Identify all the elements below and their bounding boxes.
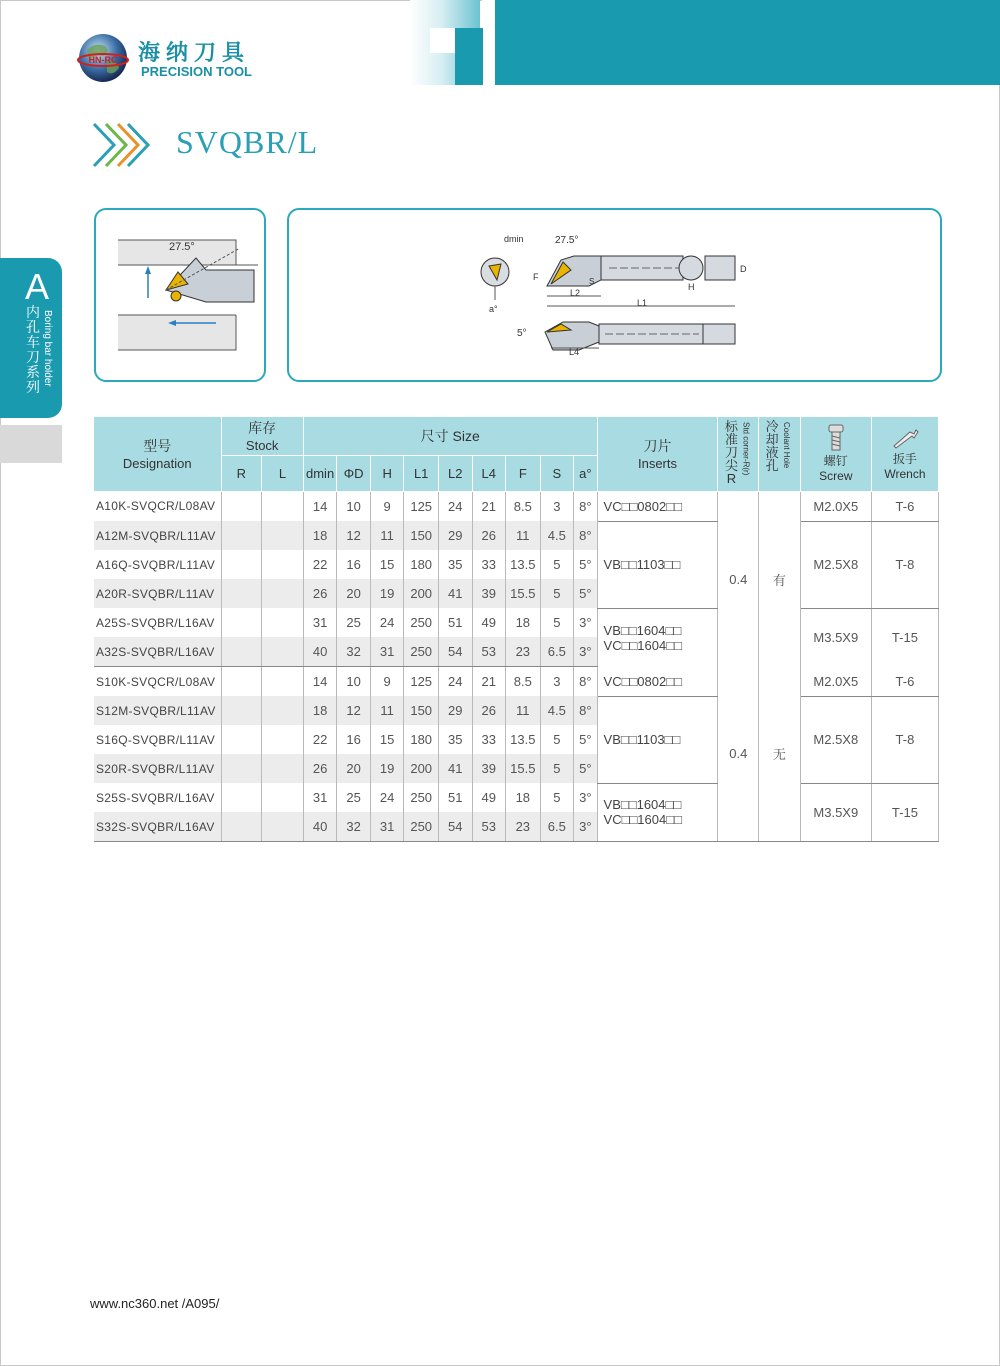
table-cell: 24 bbox=[438, 491, 472, 521]
table-cell: 26 bbox=[472, 696, 506, 725]
wrench-cell: T-15 bbox=[871, 783, 938, 842]
coolant-cell: 有 bbox=[759, 491, 801, 667]
table-cell: 12 bbox=[337, 521, 371, 550]
table-cell: 8° bbox=[574, 667, 597, 697]
chevron-arrows-icon bbox=[92, 122, 154, 168]
table-cell: 21 bbox=[472, 491, 506, 521]
corner-radius-header: 标准刀尖R Std corner-R(r) bbox=[718, 417, 759, 491]
table-cell: 31 bbox=[303, 783, 337, 812]
wrench-icon bbox=[890, 426, 920, 450]
table-cell: 6.5 bbox=[540, 812, 574, 842]
table-cell: A16Q-SVQBR/L11AV bbox=[94, 550, 221, 579]
table-cell bbox=[262, 491, 304, 521]
globe-logo-text: HN-RC bbox=[88, 55, 118, 65]
table-cell: 5 bbox=[540, 783, 574, 812]
h-label: H bbox=[688, 282, 695, 292]
table-cell bbox=[262, 725, 304, 754]
table-cell bbox=[221, 579, 262, 608]
table-cell: 11 bbox=[506, 521, 541, 550]
table-cell: 250 bbox=[404, 812, 439, 842]
wrench-cell: T-8 bbox=[871, 521, 938, 608]
table-cell: 150 bbox=[404, 696, 439, 725]
screw-cell: M2.5X8 bbox=[800, 521, 871, 608]
screw-header: 螺钉 Screw bbox=[800, 417, 871, 491]
application-diagram-panel bbox=[94, 208, 266, 382]
table-cell bbox=[221, 521, 262, 550]
corner-radius-cell: 0.4 bbox=[718, 667, 759, 842]
table-cell: 18 bbox=[506, 783, 541, 812]
table-cell: 5 bbox=[540, 725, 574, 754]
screw-icon bbox=[828, 424, 844, 452]
table-cell: 11 bbox=[370, 521, 404, 550]
table-cell: 13.5 bbox=[506, 725, 541, 754]
table-cell: 8.5 bbox=[506, 491, 541, 521]
table-cell: 41 bbox=[438, 754, 472, 783]
table-cell: 23 bbox=[506, 812, 541, 842]
table-cell: 31 bbox=[303, 608, 337, 637]
insert-cell: VC□□0802□□ bbox=[597, 491, 718, 521]
table-cell: 8.5 bbox=[506, 667, 541, 697]
insert-cell: VC□□0802□□ bbox=[597, 667, 718, 697]
table-cell: 8° bbox=[574, 696, 597, 725]
alpha-label: a° bbox=[489, 304, 498, 314]
table-cell: 15.5 bbox=[506, 754, 541, 783]
col-f: F bbox=[506, 455, 541, 491]
table-cell: 26 bbox=[303, 754, 337, 783]
col-l2: L2 bbox=[438, 455, 472, 491]
table-cell: 51 bbox=[438, 783, 472, 812]
screw-cell: M3.5X9 bbox=[800, 783, 871, 842]
table-cell: 31 bbox=[370, 637, 404, 667]
header-bar bbox=[495, 0, 1000, 85]
angle-label: 27.5° bbox=[555, 235, 579, 246]
table-cell: 33 bbox=[472, 725, 506, 754]
header-white-stripe bbox=[482, 0, 495, 85]
designation-header: 型号 Designation bbox=[94, 417, 221, 491]
table-cell bbox=[221, 608, 262, 637]
table-cell: 3° bbox=[574, 812, 597, 842]
col-l4: L4 bbox=[472, 455, 506, 491]
table-cell: 16 bbox=[337, 725, 371, 754]
table-cell: 250 bbox=[404, 608, 439, 637]
table-cell: 49 bbox=[472, 783, 506, 812]
section-gray-tab bbox=[0, 425, 62, 463]
table-cell: 20 bbox=[337, 754, 371, 783]
table-cell: 25 bbox=[337, 608, 371, 637]
table-row bbox=[94, 696, 939, 725]
table-cell: 49 bbox=[472, 608, 506, 637]
table-cell: 53 bbox=[472, 812, 506, 842]
table-row bbox=[94, 491, 939, 521]
footer-url: www.nc360.net /A095/ bbox=[90, 1296, 220, 1311]
insert-cell: VB□□1103□□ bbox=[597, 521, 718, 608]
table-cell: 18 bbox=[506, 608, 541, 637]
table-cell: 26 bbox=[303, 579, 337, 608]
spec-table bbox=[94, 417, 939, 842]
table-cell: 14 bbox=[303, 491, 337, 521]
table-cell: 39 bbox=[472, 754, 506, 783]
size-header: 尺寸 Size bbox=[303, 417, 597, 455]
table-cell: 5° bbox=[574, 754, 597, 783]
table-cell: 10 bbox=[337, 491, 371, 521]
table-cell bbox=[262, 667, 304, 697]
table-cell: 4.5 bbox=[540, 521, 574, 550]
table-cell: A12M-SVQBR/L11AV bbox=[94, 521, 221, 550]
table-cell: 29 bbox=[438, 696, 472, 725]
table-cell bbox=[262, 812, 304, 842]
table-cell: 15 bbox=[370, 550, 404, 579]
table-cell: 200 bbox=[404, 579, 439, 608]
table-cell: 5 bbox=[540, 550, 574, 579]
table-cell: 150 bbox=[404, 521, 439, 550]
table-cell: 250 bbox=[404, 637, 439, 667]
table-cell bbox=[221, 696, 262, 725]
table-cell: 180 bbox=[404, 725, 439, 754]
insert-cell: VB□□1103□□ bbox=[597, 696, 718, 783]
table-cell: S32S-SVQBR/L16AV bbox=[94, 812, 221, 842]
table-cell: 5 bbox=[540, 579, 574, 608]
table-cell bbox=[221, 491, 262, 521]
table-cell: 9 bbox=[370, 491, 404, 521]
table-cell: 16 bbox=[337, 550, 371, 579]
table-cell bbox=[262, 521, 304, 550]
brand-name-cn: 海纳刀具 bbox=[138, 41, 251, 66]
table-cell: S12M-SVQBR/L11AV bbox=[94, 696, 221, 725]
table-cell: 40 bbox=[303, 637, 337, 667]
stock-header: 库存 Stock bbox=[221, 417, 303, 455]
insert-cell: VB□□1604□□ VC□□1604□□ bbox=[597, 783, 718, 842]
col-l1: L1 bbox=[404, 455, 439, 491]
table-cell: 35 bbox=[438, 725, 472, 754]
table-cell bbox=[262, 754, 304, 783]
table-cell: 200 bbox=[404, 754, 439, 783]
col-d: ΦD bbox=[337, 455, 371, 491]
table-cell: 6.5 bbox=[540, 637, 574, 667]
table-cell: 9 bbox=[370, 667, 404, 697]
brand-name-en: PRECISION TOOL bbox=[141, 64, 252, 79]
table-cell: 21 bbox=[472, 667, 506, 697]
table-cell: 39 bbox=[472, 579, 506, 608]
section-name-cn: 内孔车刀系列 bbox=[26, 305, 40, 396]
wrench-cell: T-8 bbox=[871, 696, 938, 783]
table-row bbox=[94, 521, 939, 550]
table-cell: 15.5 bbox=[506, 579, 541, 608]
table-cell: 24 bbox=[370, 783, 404, 812]
table-cell: 51 bbox=[438, 608, 472, 637]
screw-cell: M2.0X5 bbox=[800, 491, 871, 521]
table-cell: 41 bbox=[438, 579, 472, 608]
table-cell: 54 bbox=[438, 637, 472, 667]
table-cell: 3 bbox=[540, 667, 574, 697]
table-cell bbox=[262, 550, 304, 579]
table-cell: S16Q-SVQBR/L11AV bbox=[94, 725, 221, 754]
table-cell: S20R-SVQBR/L11AV bbox=[94, 754, 221, 783]
table-cell: 24 bbox=[438, 667, 472, 697]
dimension-drawing bbox=[289, 210, 940, 380]
screw-cell: M3.5X9 bbox=[800, 608, 871, 667]
table-cell: S10K-SVQCR/L08AV bbox=[94, 667, 221, 697]
header-white-square bbox=[430, 28, 455, 53]
header-teal-block bbox=[455, 28, 483, 85]
table-cell: 125 bbox=[404, 667, 439, 697]
table-cell bbox=[221, 725, 262, 754]
inserts-header: 刀片 Inserts bbox=[597, 417, 718, 491]
table-cell: 5° bbox=[574, 725, 597, 754]
table-cell: 3° bbox=[574, 783, 597, 812]
table-cell: 22 bbox=[303, 725, 337, 754]
table-cell bbox=[221, 637, 262, 667]
col-h: H bbox=[370, 455, 404, 491]
table-cell bbox=[221, 754, 262, 783]
table-cell: 33 bbox=[472, 550, 506, 579]
f-label: F bbox=[533, 272, 539, 282]
table-cell: 11 bbox=[506, 696, 541, 725]
table-cell bbox=[221, 783, 262, 812]
table-cell: 3° bbox=[574, 637, 597, 667]
small-angle-label: 27.5° bbox=[169, 241, 195, 253]
table-cell bbox=[262, 608, 304, 637]
table-cell bbox=[262, 579, 304, 608]
table-cell: 5 bbox=[540, 754, 574, 783]
table-cell: 29 bbox=[438, 521, 472, 550]
table-cell: 125 bbox=[404, 491, 439, 521]
table-cell: 250 bbox=[404, 783, 439, 812]
table-cell: 32 bbox=[337, 812, 371, 842]
section-name-en: Boring bar holder bbox=[42, 310, 53, 387]
wrench-cell: T-6 bbox=[871, 491, 938, 521]
table-cell: 40 bbox=[303, 812, 337, 842]
table-cell: 8° bbox=[574, 521, 597, 550]
table-cell: 18 bbox=[303, 521, 337, 550]
table-cell bbox=[221, 812, 262, 842]
table-cell: 14 bbox=[303, 667, 337, 697]
col-a: a° bbox=[574, 455, 597, 491]
table-cell: 19 bbox=[370, 754, 404, 783]
table-cell: 54 bbox=[438, 812, 472, 842]
table-cell: A25S-SVQBR/L16AV bbox=[94, 608, 221, 637]
col-dmin: dmin bbox=[303, 455, 337, 491]
table-row bbox=[94, 783, 939, 812]
table-cell bbox=[262, 637, 304, 667]
table-cell: 5° bbox=[574, 550, 597, 579]
table-cell: A32S-SVQBR/L16AV bbox=[94, 637, 221, 667]
coolant-cell: 无 bbox=[759, 667, 801, 842]
table-cell: 4.5 bbox=[540, 696, 574, 725]
table-cell: 53 bbox=[472, 637, 506, 667]
wrench-cell: T-15 bbox=[871, 608, 938, 667]
five-deg-label: 5° bbox=[517, 328, 527, 339]
stock-r-header: R bbox=[221, 455, 262, 491]
table-cell: 22 bbox=[303, 550, 337, 579]
dmin-label: dmin bbox=[504, 234, 524, 244]
table-cell: 15 bbox=[370, 725, 404, 754]
table-cell bbox=[262, 696, 304, 725]
table-cell: 5 bbox=[540, 608, 574, 637]
table-cell: 180 bbox=[404, 550, 439, 579]
table-cell: A10K-SVQCR/L08AV bbox=[94, 491, 221, 521]
table-row bbox=[94, 608, 939, 637]
screw-cell: M2.0X5 bbox=[800, 667, 871, 697]
table-cell: 19 bbox=[370, 579, 404, 608]
table-cell: 20 bbox=[337, 579, 371, 608]
table-cell: 23 bbox=[506, 637, 541, 667]
col-s: S bbox=[540, 455, 574, 491]
table-cell: 5° bbox=[574, 579, 597, 608]
table-cell: 24 bbox=[370, 608, 404, 637]
l2-label: L2 bbox=[570, 288, 581, 298]
d-label: D bbox=[740, 264, 747, 274]
coolant-header: 冷却液孔 Coolant Hole bbox=[759, 417, 801, 491]
table-cell: 18 bbox=[303, 696, 337, 725]
table-cell: 31 bbox=[370, 812, 404, 842]
table-cell: 12 bbox=[337, 696, 371, 725]
application-diagram bbox=[96, 210, 264, 380]
table-cell: 26 bbox=[472, 521, 506, 550]
globe-logo-icon bbox=[77, 32, 129, 84]
table-cell bbox=[262, 783, 304, 812]
screw-cell: M2.5X8 bbox=[800, 696, 871, 783]
table-cell: S25S-SVQBR/L16AV bbox=[94, 783, 221, 812]
table-cell: 3° bbox=[574, 608, 597, 637]
section-letter: A bbox=[25, 266, 50, 307]
table-cell: 25 bbox=[337, 783, 371, 812]
table-cell bbox=[221, 667, 262, 697]
wrench-cell: T-6 bbox=[871, 667, 938, 697]
page-title: SVQBR/L bbox=[176, 124, 319, 160]
stock-l-header: L bbox=[262, 455, 304, 491]
table-cell bbox=[221, 550, 262, 579]
table-cell: 8° bbox=[574, 491, 597, 521]
s-label: S bbox=[589, 277, 595, 286]
table-cell: 3 bbox=[540, 491, 574, 521]
table-cell: 32 bbox=[337, 637, 371, 667]
dimension-drawing-panel bbox=[287, 208, 942, 382]
l1-label: L1 bbox=[637, 298, 648, 308]
table-cell: 13.5 bbox=[506, 550, 541, 579]
insert-cell: VB□□1604□□ VC□□1604□□ bbox=[597, 608, 718, 667]
wrench-header: 扳手 Wrench bbox=[871, 417, 938, 491]
l4-label: L4 bbox=[569, 347, 580, 357]
table-cell: 11 bbox=[370, 696, 404, 725]
table-row bbox=[94, 667, 939, 697]
corner-radius-cell: 0.4 bbox=[718, 491, 759, 667]
table-cell: 35 bbox=[438, 550, 472, 579]
table-cell: 10 bbox=[337, 667, 371, 697]
table-cell: A20R-SVQBR/L11AV bbox=[94, 579, 221, 608]
